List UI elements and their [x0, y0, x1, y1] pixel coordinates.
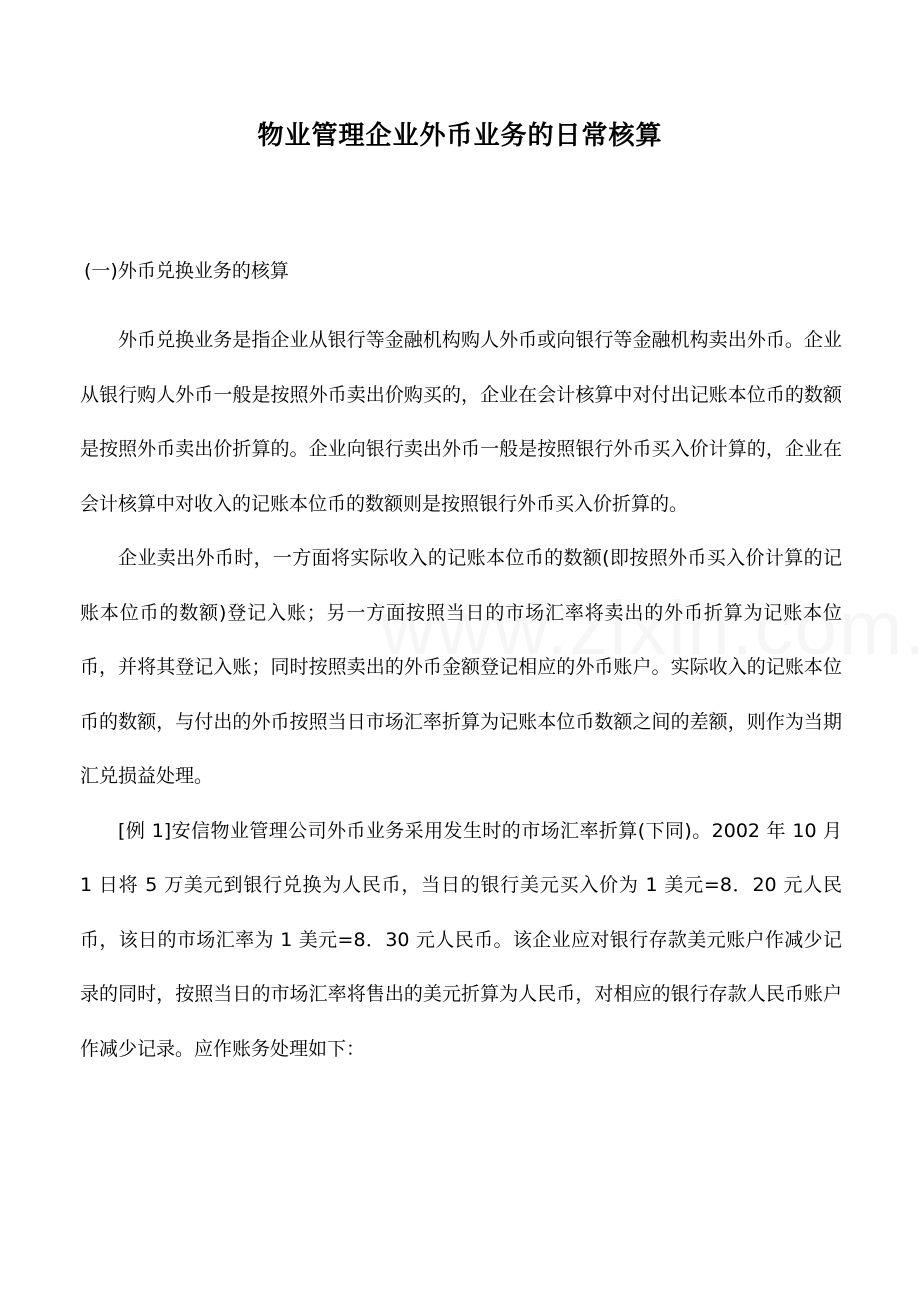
paragraph-3: [例 1]安信物业管理公司外币业务采用发生时的市场汇率折算(下同)。2002 年 10 月 1 日将 5 万美元到银行兑换为人民币，当日的银行美元买入价为 1 美元=8．20 元人民币，该日的市场汇率为 1 美元=8．30 元人民币。该企业应对银行存款美元账户作减少记录的同时，按照当日的市场汇率将售出的美元折算为人民币，对相应的银行存款人民币账户作减少记录。应作账务处理如下： [80, 819, 842, 1060]
document-title: 物业管理企业外币业务的日常核算 [257, 121, 663, 151]
paragraph-2: 企业卖出外币时，一方面将实际收入的记账本位币的数额(即按照外币买入价计算的记账本位币的数额)登记入账；另一方面按照当日的市场汇率将卖出的外币折算为记账本位币，并将其登记入账；同时按照卖出的外币金额登记相应的外币账户。实际收入的记账本位币的数额，与付出的外币按照当日市场汇率折算为记账本位币数额之间的差额，则作为当期汇兑损益处理。 [80, 547, 842, 787]
paragraph-1: 外币兑换业务是指企业从银行等金融机构购人外币或向银行等金融机构卖出外币。企业从银行购人外币一般是按照外币卖出价购买的，企业在会计核算中对付出记账本位币的数额是按照外币卖出价折算的。企业向银行卖出外币一般是按照银行外币买入价计算的，企业在会计核算中对收入的记账本位币的数额则是按照银行外币买入价折算的。 [80, 329, 842, 515]
section-heading: (一)外币兑换业务的核算 [84, 260, 289, 282]
document-body [80, 313, 842, 1076]
